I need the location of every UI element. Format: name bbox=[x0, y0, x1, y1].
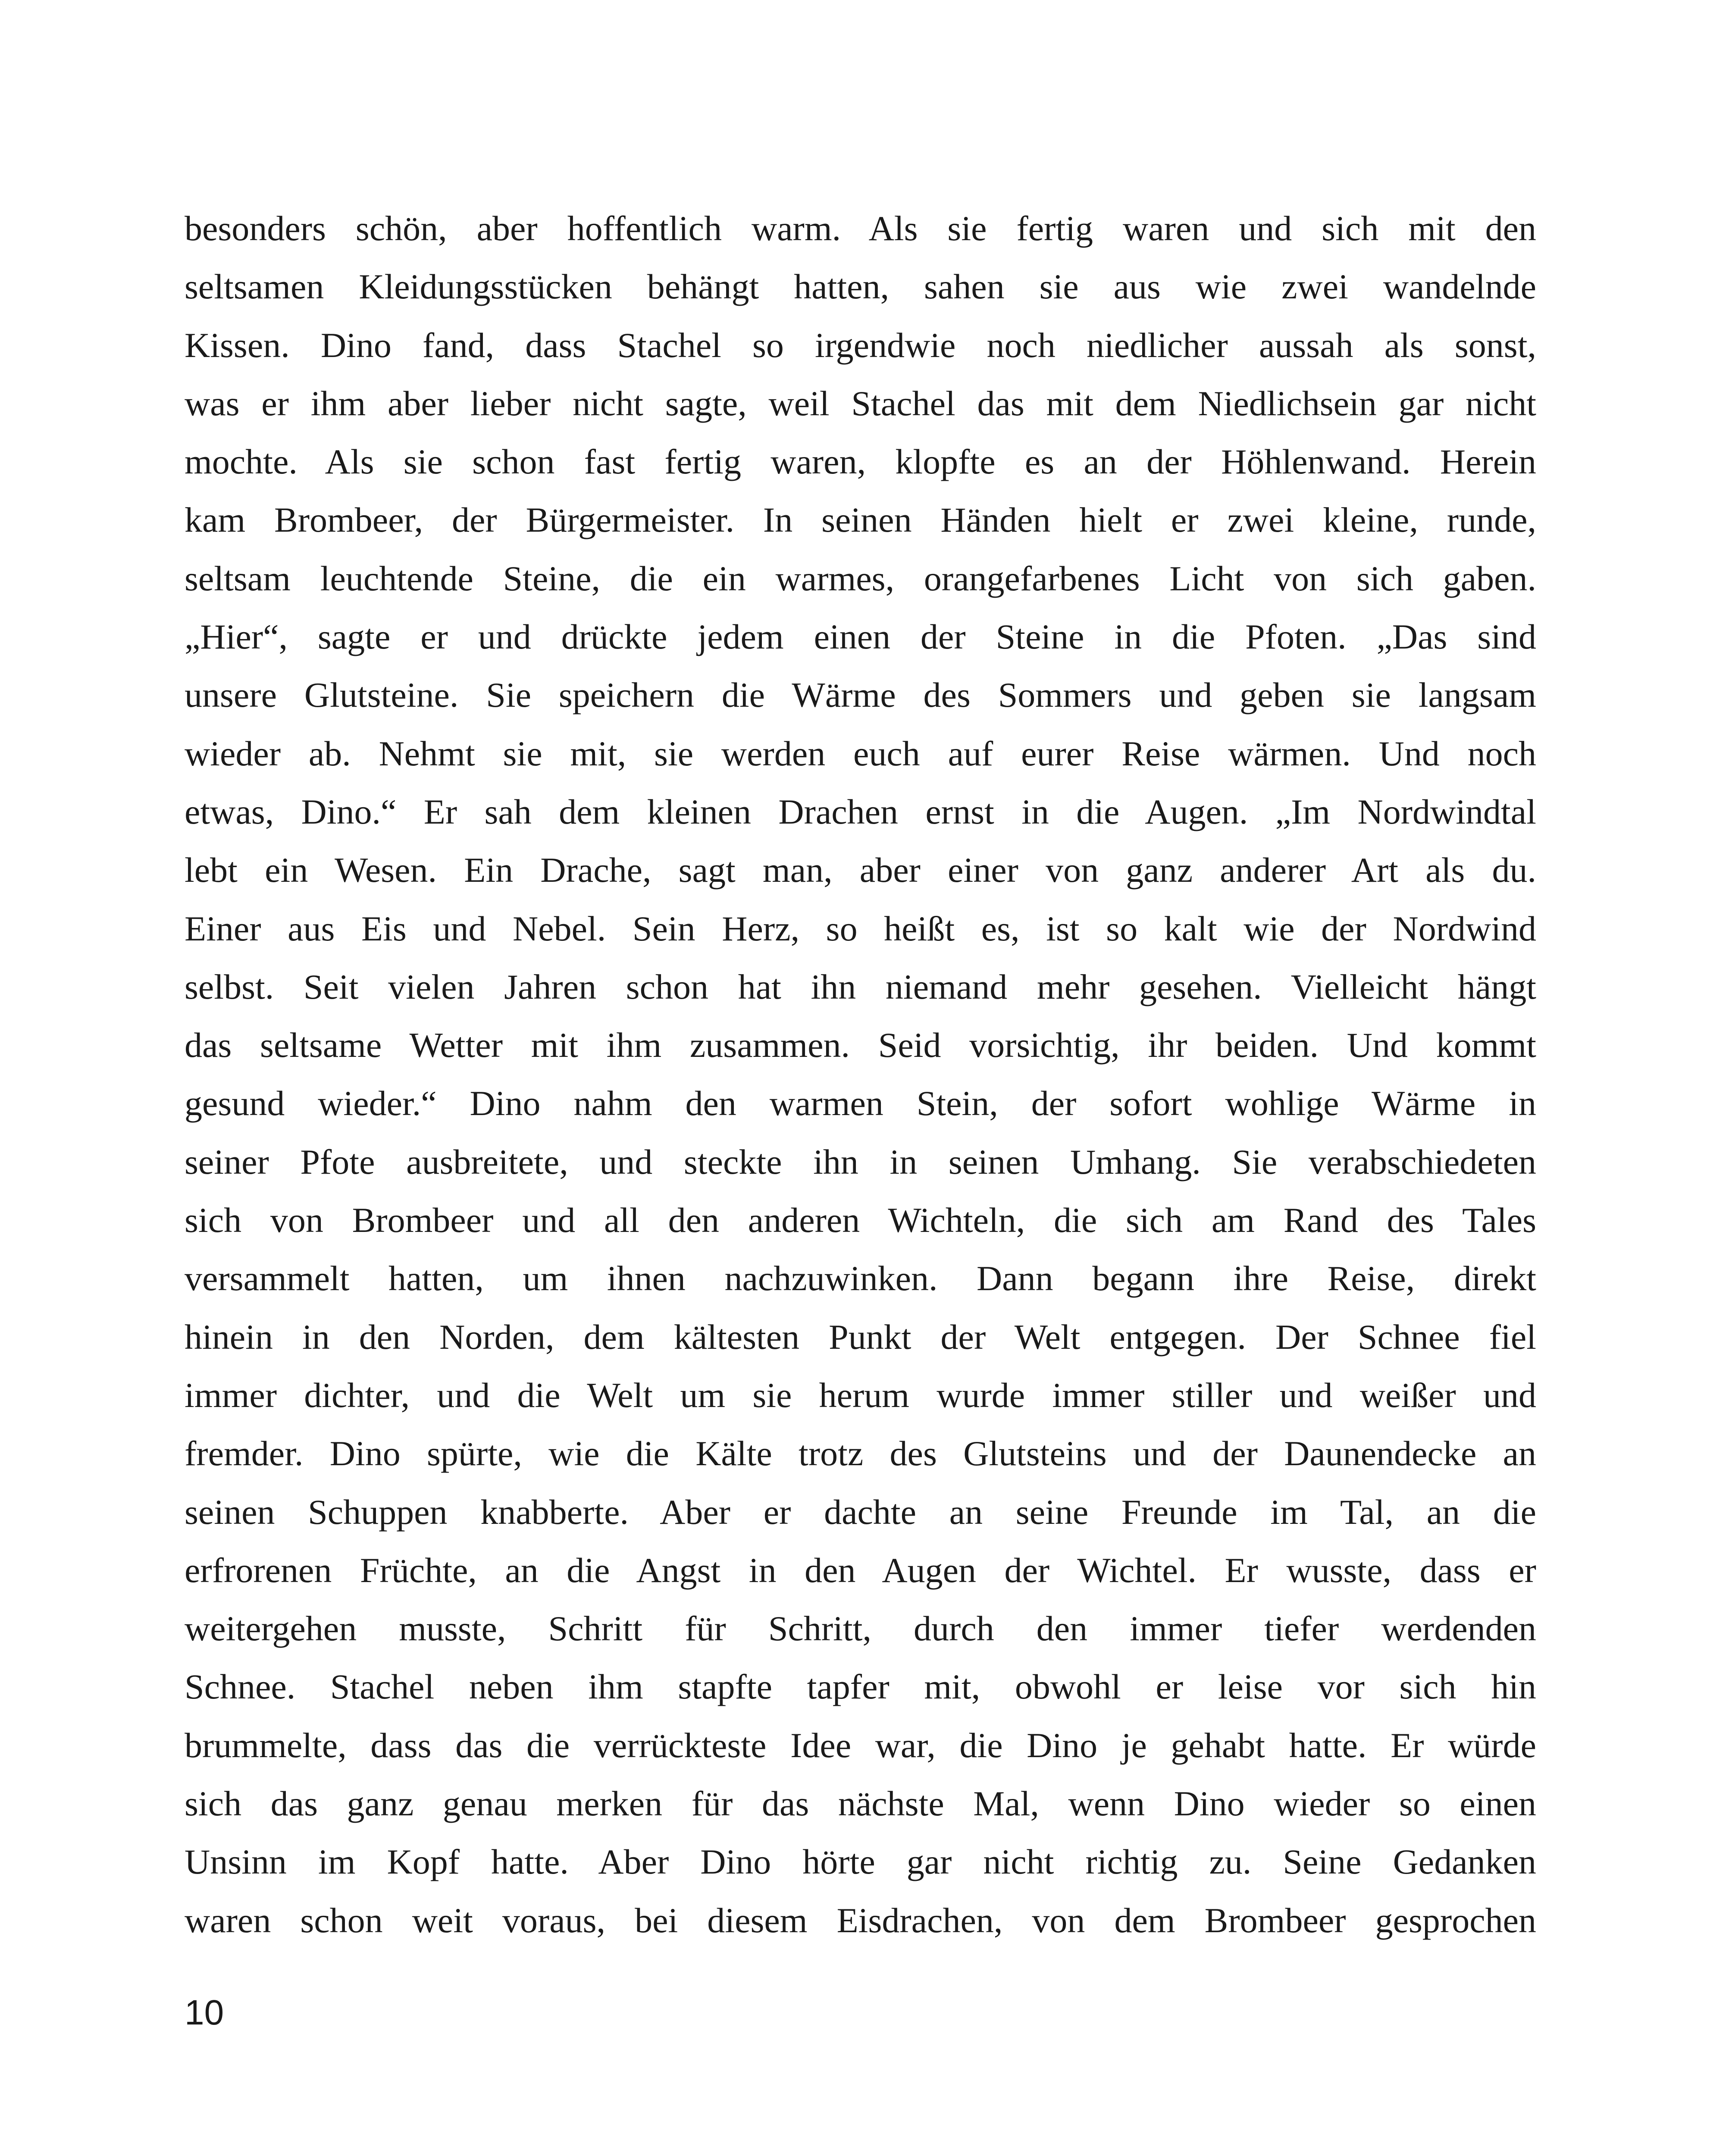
text-line: brummelte, dass das die verrückteste Idee war, die Dino je gehabt hatte. Er würde bbox=[185, 1725, 1536, 1765]
text-line: etwas, Dino.“ Er sah dem kleinen Drachen ernst in die Augen. „Im Nordwindtal bbox=[185, 792, 1536, 831]
text-line: immer dichter, und die Welt um sie herum wurde immer stiller und weißer und bbox=[185, 1375, 1536, 1415]
text-line: versammelt hatten, um ihnen nachzuwinken. Dann begann ihre Reise, direkt bbox=[185, 1259, 1536, 1298]
text-line: fremder. Dino spürte, wie die Kälte trotz des Glutsteins und der Daunendecke an bbox=[185, 1434, 1536, 1473]
text-line: Kissen. Dino fand, dass Stachel so irgendwie noch niedlicher aussah als sonst, bbox=[185, 325, 1536, 365]
text-line: was er ihm aber lieber nicht sagte, weil Stachel das mit dem Niedlichsein gar nicht bbox=[185, 383, 1536, 423]
text-line: seltsamen Kleidungsstücken behängt hatten, sahen sie aus wie zwei wandelnde bbox=[185, 267, 1536, 307]
text-line: erfrorenen Früchte, an die Angst in den Augen der Wichtel. Er wusste, dass er bbox=[185, 1550, 1536, 1590]
text-line: waren schon weit voraus, bei diesem Eisdrachen, von dem Brombeer gesprochen bbox=[185, 1900, 1536, 1940]
text-line: sich das ganz genau merken für das nächste Mal, wenn Dino wieder so einen bbox=[185, 1784, 1536, 1824]
body-text bbox=[185, 199, 1536, 1949]
page-number: 10 bbox=[185, 1993, 224, 2032]
text-line: Schnee. Stachel neben ihm stapfte tapfer mit, obwohl er leise vor sich hin bbox=[185, 1667, 1536, 1707]
text-line: seiner Pfote ausbreitete, und steckte ihn in seinen Umhang. Sie verabschiedeten bbox=[185, 1142, 1536, 1181]
text-line: besonders schön, aber hoffentlich warm. Als sie fertig waren und sich mit den bbox=[185, 209, 1536, 248]
text-line: seltsam leuchtende Steine, die ein warmes, orangefarbenes Licht von sich gaben. bbox=[185, 558, 1536, 598]
text-line: Unsinn im Kopf hatte. Aber Dino hörte gar nicht richtig zu. Seine Gedanken bbox=[185, 1842, 1536, 1882]
text-line: kam Brombeer, der Bürgermeister. In seinen Händen hielt er zwei kleine, runde, bbox=[185, 500, 1536, 540]
text-line: Einer aus Eis und Nebel. Sein Herz, so heißt es, ist so kalt wie der Nordwind bbox=[185, 909, 1536, 948]
text-line: lebt ein Wesen. Ein Drache, sagt man, aber einer von ganz anderer Art als du. bbox=[185, 850, 1536, 890]
text-line: hinein in den Norden, dem kältesten Punkt der Welt entgegen. Der Schnee fiel bbox=[185, 1317, 1536, 1357]
text-line: mochte. Als sie schon fast fertig waren, klopfte es an der Höhlenwand. Herein bbox=[185, 442, 1536, 482]
text-line: sich von Brombeer und all den anderen Wichteln, die sich am Rand des Tales bbox=[185, 1200, 1536, 1240]
text-line: gesund wieder.“ Dino nahm den warmen Stein, der sofort wohlige Wärme in bbox=[185, 1084, 1536, 1123]
text-line: „Hier“, sagte er und drückte jedem einen der Steine in die Pfoten. „Das sind bbox=[185, 617, 1536, 657]
text-line: seinen Schuppen knabberte. Aber er dachte an seine Freunde im Tal, an die bbox=[185, 1492, 1536, 1532]
text-line: wieder ab. Nehmt sie mit, sie werden euch auf eurer Reise wärmen. Und noch bbox=[185, 733, 1536, 773]
text-line: unsere Glutsteine. Sie speichern die Wärme des Sommers und geben sie langsam bbox=[185, 675, 1536, 715]
text-line: das seltsame Wetter mit ihm zusammen. Seid vorsichtig, ihr beiden. Und kommt bbox=[185, 1025, 1536, 1065]
text-line: weitergehen musste, Schritt für Schritt, durch den immer tiefer werdenden bbox=[185, 1609, 1536, 1648]
text-line: selbst. Seit vielen Jahren schon hat ihn niemand mehr gesehen. Vielleicht hängt bbox=[185, 967, 1536, 1006]
